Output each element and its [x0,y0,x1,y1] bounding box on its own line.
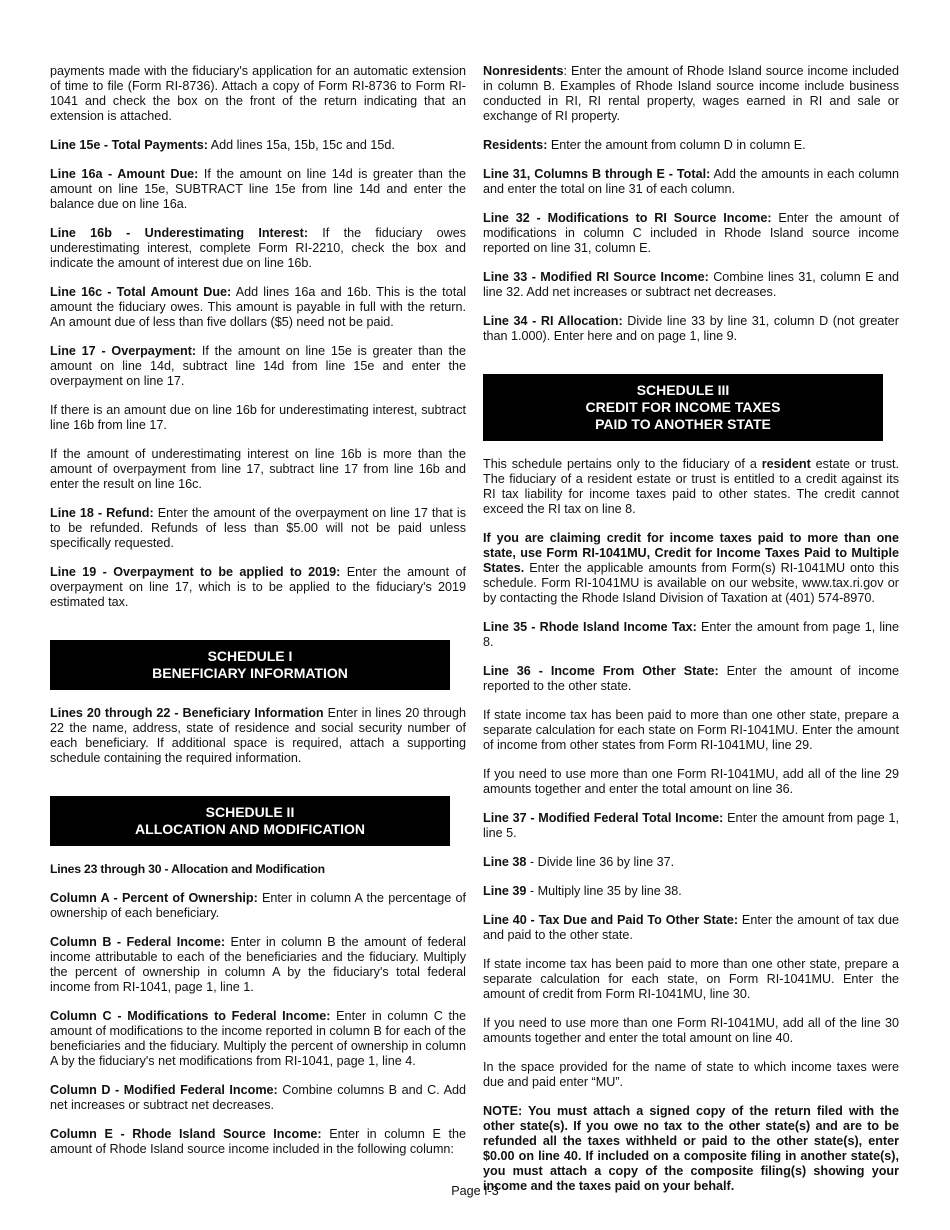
line-34-text: Divide line 33 by line 31, column D (not greater than 1.000). Enter here and on page 1, line 9. [483,314,899,343]
intro-resident-bold: resident [761,457,811,471]
line-39 [483,884,899,899]
line-15e-label: Line 15e - Total Payments: [50,138,208,152]
column-b-text: Enter in column B the amount of federal income attributable to each of the beneficiaries and the fiduciary. Multiply the percent of ownership in column A by the fiduciary's total federal income from RI-1041, page 1, line 1. [50,935,466,994]
column-a [50,891,466,921]
column-d [50,1083,466,1113]
line-15e [50,138,466,153]
line-40-text: Enter the amount of tax due and paid to the other state. [483,913,899,942]
column-a-text: Enter in column A the percentage of ownership of each beneficiary. [50,891,466,920]
note-text: NOTE: You must attach a signed copy of the return filed with the other state(s). If you owe no tax to the other state(s) and are to be refunded all the taxes withheld or paid to the other state(s), enter $0.00 on line 40. If included on a composite filing in another state(s), you must attach a copy of the composite filing(s) showing your income and the taxes paid on your behalf. [483,1104,899,1193]
schedule-1-header [50,640,450,690]
schedule-3-title: SCHEDULE III [636,382,730,398]
line-16a [50,167,466,212]
line-31-label: Line 31, Columns B through E - Total: [483,167,711,181]
schedule-2-header [50,796,450,846]
line-31-text: Add the amounts in each column and enter the total on line 31 of each column. [483,167,899,196]
line-33 [483,270,899,300]
line-38 [483,855,899,870]
note-paragraph [483,1104,899,1194]
schedule-1-title: SCHEDULE I [207,648,293,664]
column-c-label: Column C - Modifications to Federal Income: [50,1009,331,1023]
underestimating-more-paragraph: If the amount of underestimating interest on line 16b is more than the amount of overpayment from line 17, subtract line 17 from line 16b and enter the result on line 16c. [50,447,466,491]
schedule-3-subtitle-1: CREDIT FOR INCOME TAXES [585,399,781,415]
line-17-text: If the amount on line 15e is greater than the amount on line 14d, subtract line 14d from line 15e and enter the overpayment on line 17. [50,344,467,388]
line-37-text: Enter the amount from page 1, line 5. [483,811,899,840]
lines-20-22-text: Enter in lines 20 through 22 the name, address, state of residence and social security number of each beneficiary. If additional space is required, attach a supporting schedule containing the required information. [50,706,466,765]
line-32 [483,211,899,256]
multiple-states-paragraph [483,531,899,606]
line-17-label: Line 17 - Overpayment: [50,344,197,358]
line-39-label: Line 39 [483,884,527,898]
line-18-text: Enter the amount of the overpayment on line 17 that is to be refunded. Refunds of less than $5.00 will not be paid unless specifically requested. [50,506,466,550]
line-36-text: Enter the amount of income reported to the other state. [483,664,899,693]
line-33-text: Combine lines 31, column E and line 32. Add net increases or subtract net decreases. [483,270,900,299]
residents-text: Enter the amount from column D in column E. [547,138,806,152]
lines-23-30-heading: Lines 23 through 30 - Allocation and Modification [50,862,325,876]
line-35-text: Enter the amount from page 1, line 8. [483,620,900,649]
multiple-states-text: Enter the applicable amounts from Form(s) RI-1041MU onto this schedule. Form RI-1041MU is available on our website, www.tax.ri.gov or by contacting the Rhode Island Division of Taxation at (401) 574-8970. [483,561,899,605]
line-31 [483,167,899,197]
line-16b-label: Line 16b - Underestimating Interest: [50,226,309,240]
column-d-text: Combine columns B and C. Add net increases or subtract net decreases. [50,1083,467,1112]
line-16a-label: Line 16a - Amount Due: [50,167,199,181]
line-40-add: If you need to use more than one Form RI-1041MU, add all of the line 30 amounts together and enter the total amount on line 40. [483,1016,899,1045]
line-39-text: - Multiply line 35 by line 38. [526,884,682,898]
left-column [50,64,466,1171]
line-16a-text: If the amount on line 14d is greater than the amount on line 15e, SUBTRACT line 15e from line 14d and enter the balance due on line 16a. [50,167,466,211]
nonresidents-text: : Enter the amount of Rhode Island source income included in column B. Examples of Rhode Island source income include business conducted in RI, RI rental property, wages earned in RI and sale or exchange of RI property. [483,64,899,123]
line-32-text: Enter the amount of modifications in column C included in Rhode Island source income reported on line 31, column E. [483,211,899,255]
schedule-2-subtitle: ALLOCATION AND MODIFICATION [135,821,365,837]
line-16b-text: If the fiduciary owes underestimating interest, complete Form RI-2210, check the box and indicate the amount of interest due on line 16b. [50,226,466,270]
column-b-label: Column B - Federal Income: [50,935,226,949]
line-16c-label: Line 16c - Total Amount Due: [50,285,232,299]
line-40 [483,913,899,943]
schedule-3-intro [483,457,899,517]
multiple-states-bold: If you are claiming credit for income taxes paid to more than one state, use Form RI-1041MU, Credit for Income Taxes Paid to Multiple States. [483,531,899,575]
line-34 [483,314,899,344]
intro-text-a: This schedule pertains only to the fiduciary of a [483,457,762,471]
lines-20-22 [50,706,466,766]
mu-name-paragraph: In the space provided for the name of state to which income taxes were due and paid enter “MU”. [483,1060,899,1089]
page-number: Page I-3 [451,1184,499,1198]
line-19-label: Line 19 - Overpayment to be applied to 2019: [50,565,341,579]
line-34-label: Line 34 - RI Allocation: [483,314,623,328]
line-35 [483,620,899,650]
line-18 [50,506,466,551]
column-b [50,935,466,995]
line-16c [50,285,466,330]
column-c [50,1009,466,1069]
line-36-label: Line 36 - Income From Other State: [483,664,719,678]
residents [483,138,899,153]
column-e [50,1127,466,1157]
line-36-add: If you need to use more than one Form RI-1041MU, add all of the line 29 amounts together and enter the total amount on line 36. [483,767,899,796]
line-38-text: - Divide line 36 by line 37. [526,855,675,869]
extension-paragraph [50,64,466,124]
nonresidents [483,64,899,124]
column-e-text: Enter in column E the amount of Rhode Island source income included in the following column: [50,1127,466,1156]
line-33-label: Line 33 - Modified RI Source Income: [483,270,709,284]
line-36 [483,664,899,694]
line-35-label: Line 35 - Rhode Island Income Tax: [483,620,697,634]
line-40-label: Line 40 - Tax Due and Paid To Other State: [483,913,739,927]
underestimating-subtract-paragraph: If there is an amount due on line 16b for underestimating interest, subtract line 16b from line 17. [50,403,466,432]
line-19-text: Enter the amount of overpayment on line 17, which is to be applied to the fiduciary's 2019 estimated tax. [50,565,466,609]
schedule-3-header [483,374,883,441]
line-16c-text: Add lines 16a and 16b. This is the total amount the fiduciary owes. This amount is payable in full with the return. An amount due of less than five dollars ($5) need not be paid. [50,285,466,329]
extension-text: payments made with the fiduciary's application for an automatic extension of time to file (Form RI-8736). Attach a copy of Form RI-8736 to Form RI-1041 and check the box on the front of the return indicating that an extension is attached. [50,64,466,123]
schedule-1-subtitle: BENEFICIARY INFORMATION [152,665,348,681]
line-16b [50,226,466,271]
column-d-label: Column D - Modified Federal Income: [50,1083,278,1097]
line-37 [483,811,899,841]
line-37-label: Line 37 - Modified Federal Total Income: [483,811,724,825]
intro-text-c: estate or trust. The fiduciary of a resident estate or trust is entitled to a credit against its RI tax liability for income taxes paid to other states. The credit cannot exceed the RI tax on line 8. [483,457,900,516]
column-c-text: Enter in column C the amount of modifications to the income reported in column B for each of the beneficiaries and the fiduciary. Multiply the percent of ownership in column A by the fiduciary's net modifications from RI-1041, page 1, line 4. [50,1009,466,1068]
line-19 [50,565,466,610]
schedule-3-subtitle-2: PAID TO ANOTHER STATE [595,416,771,432]
nonresidents-label: Nonresidents [483,64,564,78]
right-column [483,64,899,1208]
line-15e-text: Add lines 15a, 15b, 15c and 15d. [207,138,395,152]
column-e-label: Column E - Rhode Island Source Income: [50,1127,322,1141]
line-36-multi-state: If state income tax has been paid to more than one other state, prepare a separate calculation for each state on Form RI-1041MU. Enter the amount of income from other states from Form RI-1041MU, line 29. [483,708,899,752]
line-18-label: Line 18 - Refund: [50,506,154,520]
line-17 [50,344,466,389]
line-38-label: Line 38 [483,855,527,869]
line-40-multi-state: If state income tax has been paid to more than one other state, prepare a separate calculation for each state, on Form RI-1041MU. Enter the amount of credit from Form RI-1041MU, line 30. [483,957,899,1001]
residents-label: Residents: [483,138,548,152]
lines-20-22-label: Lines 20 through 22 - Beneficiary Information [50,706,324,720]
line-32-label: Line 32 - Modifications to RI Source Income: [483,211,772,225]
schedule-2-title: SCHEDULE II [205,804,295,820]
column-a-label: Column A - Percent of Ownership: [50,891,258,905]
